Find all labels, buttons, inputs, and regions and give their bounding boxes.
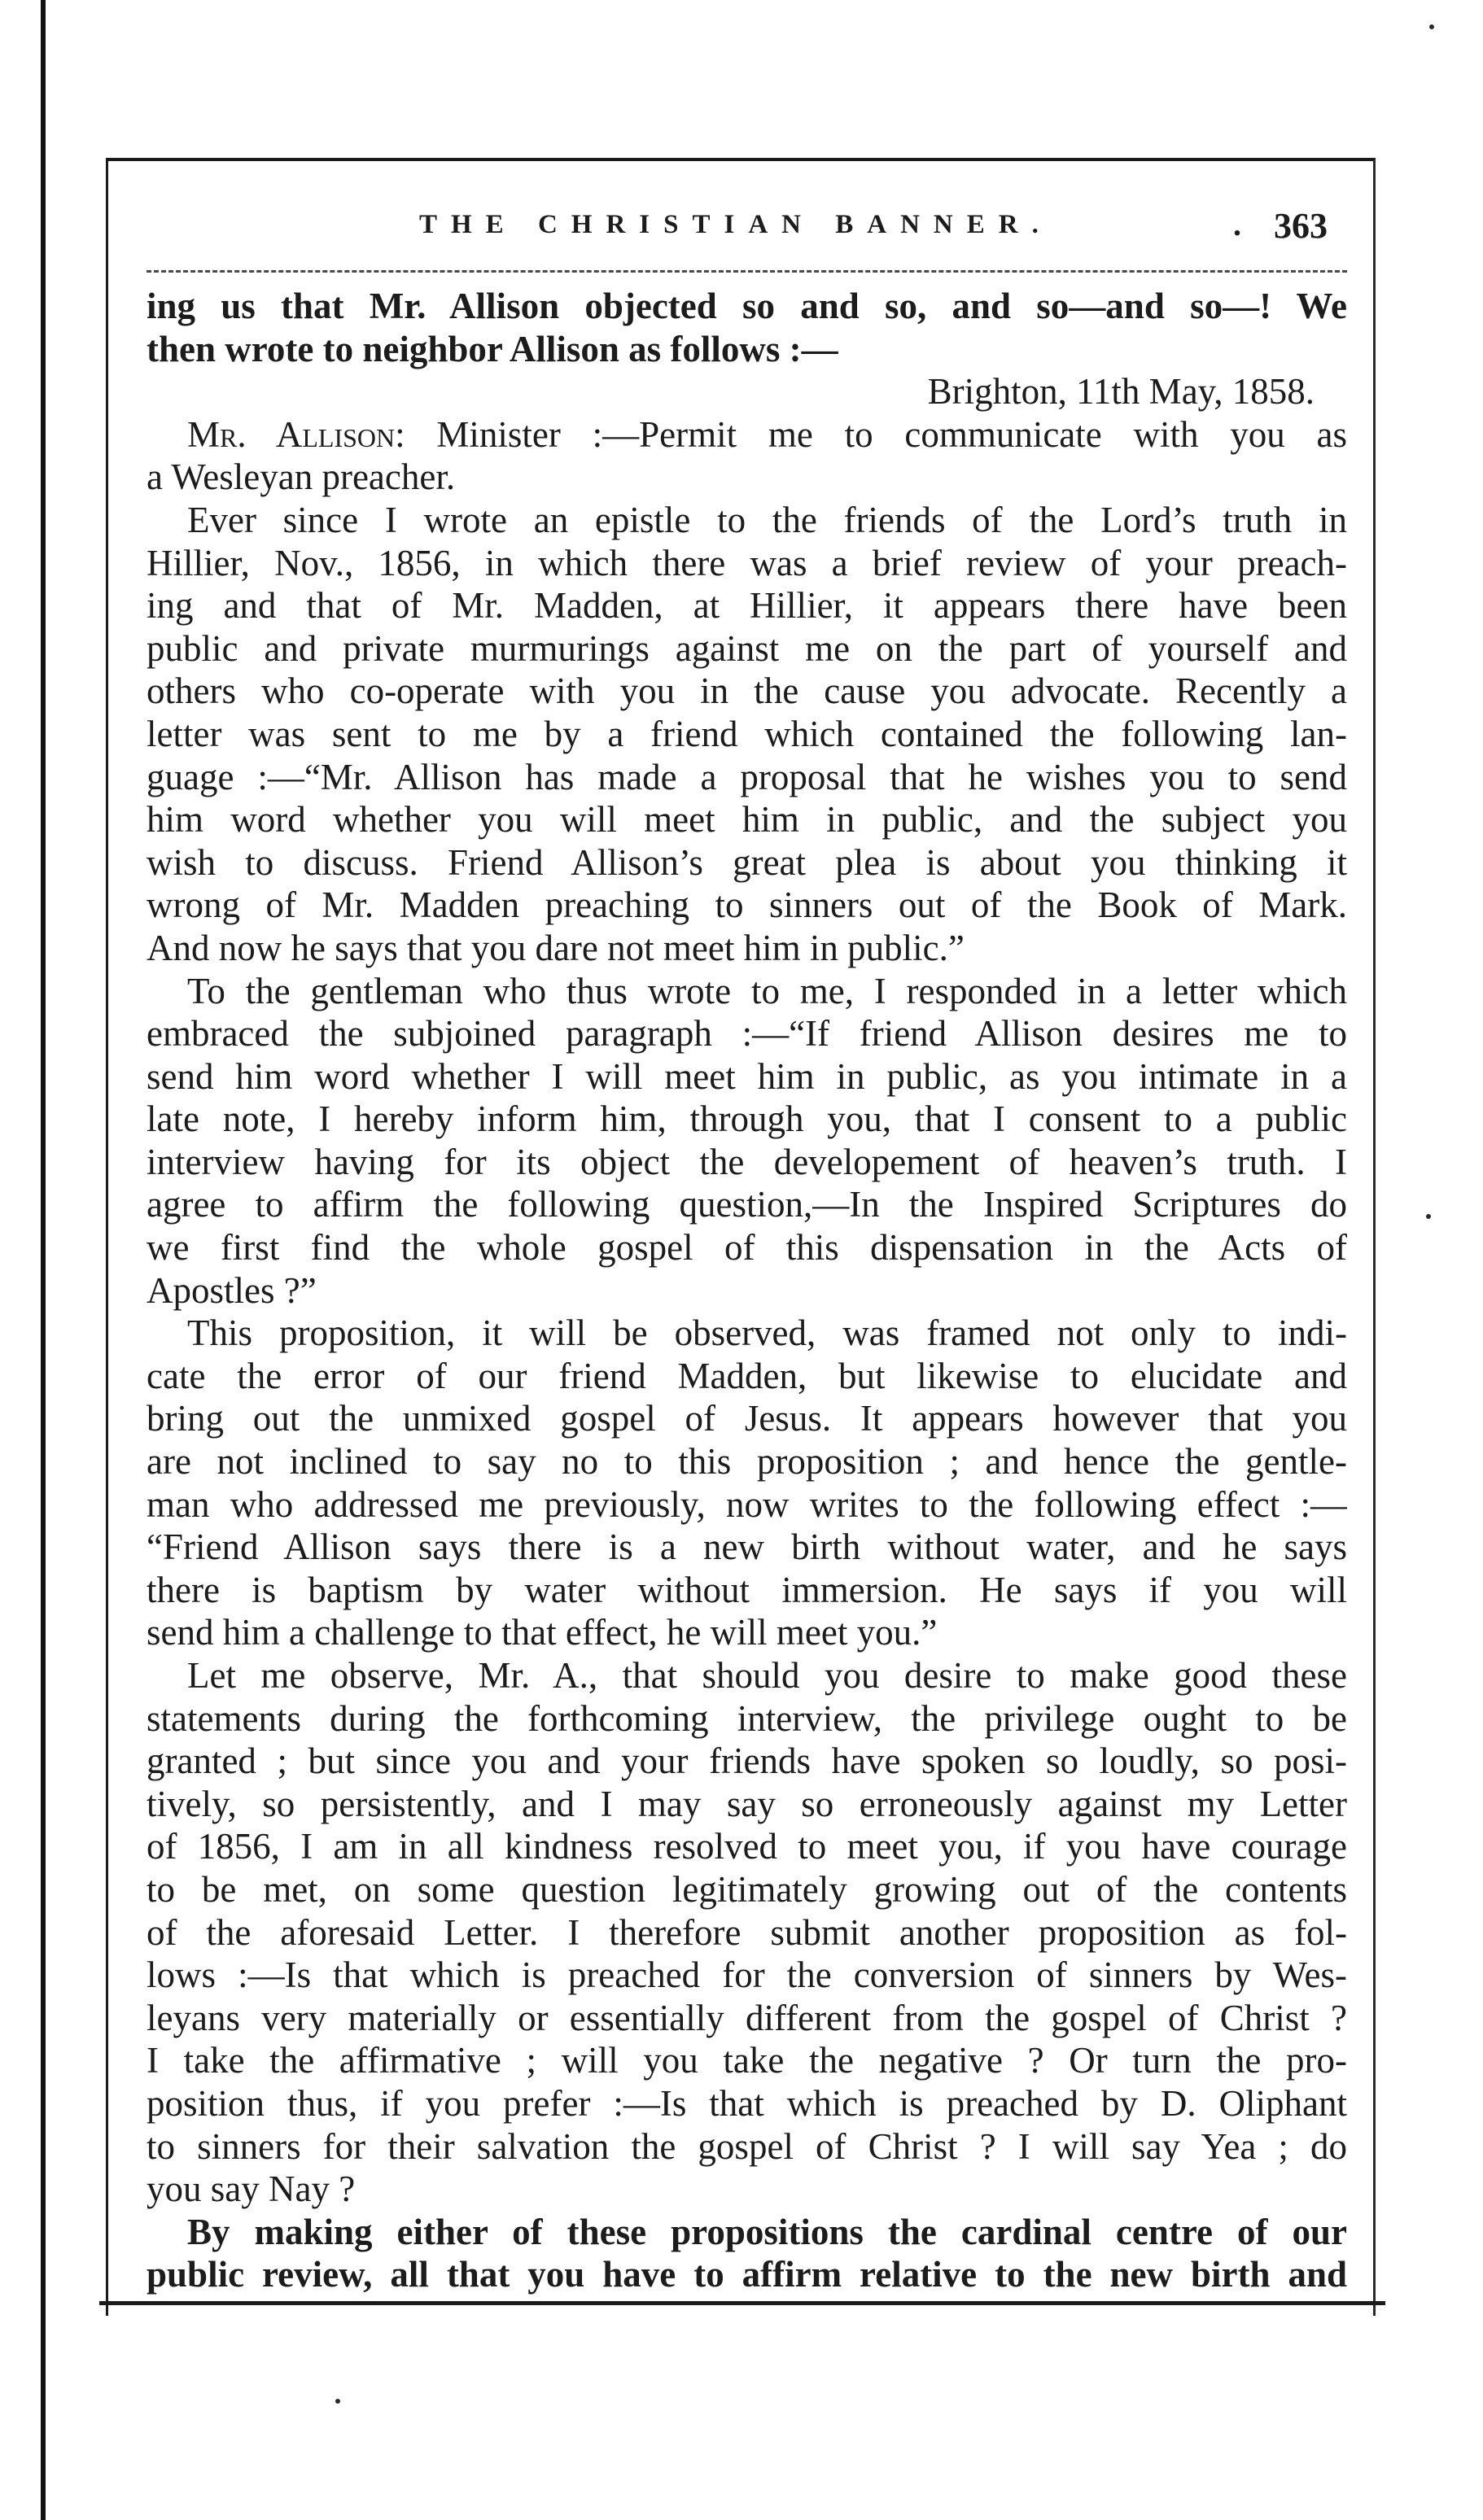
text-line: there is baptism by water without immersion. He says if you will <box>147 1569 1347 1610</box>
text-line: of the aforesaid Letter. I therefore submit another proposition as fol- <box>147 1911 1347 1953</box>
text-line: send him word whether I will meet him in public, as you intimate in a <box>147 1055 1347 1097</box>
text-line: ing and that of Mr. Madden, at Hillier, it appears there have been <box>147 585 1347 627</box>
ink-speck <box>1426 1214 1431 1219</box>
text-line: granted ; but since you and your friends have spoken so loudly, so posi- <box>147 1740 1347 1782</box>
ink-speck <box>335 2399 340 2404</box>
text-line: bring out the unmixed gospel of Jesus. It appears however that you <box>147 1398 1347 1439</box>
page-number: 363 <box>1274 206 1328 246</box>
header-dot: . <box>1233 206 1241 242</box>
ink-speck <box>1429 24 1434 29</box>
text-line: send him a challenge to that effect, he will meet you.” <box>147 1612 938 1653</box>
text-line: of 1856, I am in all kindness resolved to meet you, if you have courage <box>147 1826 1347 1867</box>
text-line: This proposition, it will be observed, was framed not only to indi- <box>187 1312 1347 1354</box>
text-line: Apostles ?” <box>147 1269 317 1311</box>
text-line: letter was sent to me by a friend which contained the following lan- <box>147 713 1347 754</box>
text-line: guage :—“Mr. Allison has made a proposal that he wishes you to send <box>147 756 1347 797</box>
salutation-name: Mr. Allison <box>187 413 396 455</box>
text-line: late note, I hereby inform him, through you, that I consent to a public <box>147 1098 1347 1140</box>
text-line: I take the affirmative ; will you take the negative ? Or turn the pro- <box>147 2040 1347 2081</box>
text-line: agree to affirm the following question,—In the Inspired Scriptures do <box>147 1184 1347 1225</box>
text-line: “Friend Allison says there is a new birth without water, and he says <box>147 1526 1347 1568</box>
page-header <box>147 205 1351 254</box>
text-line: tively, so persistently, and I may say so erroneously against my Letter <box>147 1783 1347 1824</box>
text-line: others who co-operate with you in the cause you advocate. Recently a <box>147 670 1347 712</box>
text-line: leyans very materially or essentially different from the gospel of Christ ? <box>147 1997 1347 2038</box>
text-line: public and private murmurings against me on the part of yourself and <box>147 627 1347 669</box>
text-line: statements during the forthcoming interview, the privilege ought to be <box>147 1697 1347 1739</box>
text-line: wrong of Mr. Madden preaching to sinners out of the Book of Mark. <box>147 884 1347 926</box>
salutation-rest: : Minister :—Permit me to communicate with you as <box>395 413 1347 455</box>
text-line: interview having for its object the developement of heaven’s truth. I <box>147 1141 1347 1182</box>
text-line: ing us that Mr. Allison objected so and so, and so—and so—! We <box>147 286 1347 326</box>
left-margin-rule <box>41 0 46 2520</box>
text-line: position thus, if you prefer :—Is that which is preached by D. Oliphant <box>147 2082 1347 2124</box>
dateline: Brighton, 11th May, 1858. <box>927 371 1315 413</box>
text-line: Ever since I wrote an epistle to the friends of the Lord’s truth in <box>187 499 1347 540</box>
text-line: then wrote to neighbor Allison as follows :— <box>147 328 838 369</box>
text-line: lows :—Is that which is preached for the conversion of sinners by Wes- <box>147 1954 1347 1996</box>
text-line: a Wesleyan preacher. <box>147 456 456 498</box>
text-line: By making either of these propositions the cardinal centre of our <box>187 2211 1347 2252</box>
running-title: THE CHRISTIAN BANNER. <box>419 210 1052 239</box>
text-line: public review, all that you have to affirm relative to the new birth and <box>147 2254 1347 2295</box>
text-line: you say Nay ? <box>147 2168 356 2210</box>
text-line: we first find the whole gospel of this dispensation in the Acts of <box>147 1227 1347 1269</box>
text-line: to be met, on some question legitimately growing out of the contents <box>147 1868 1347 1910</box>
text-line: Let me observe, Mr. A., that should you desire to make good these <box>187 1655 1347 1696</box>
text-line: And now he says that you dare not meet him in public.” <box>147 927 965 968</box>
text-line: embraced the subjoined paragraph :—“If friend Allison desires me to <box>147 1013 1347 1055</box>
text-line: man who addressed me previously, now writes to the following effect :— <box>147 1483 1347 1525</box>
header-rule <box>147 270 1347 273</box>
salutation-line <box>147 413 1347 456</box>
text-line: Hillier, Nov., 1856, in which there was a brief review of your preach- <box>147 542 1347 583</box>
body-text <box>147 285 1347 2296</box>
text-line: cate the error of our friend Madden, but likewise to elucidate and <box>147 1355 1347 1396</box>
bottom-frame-rule <box>99 2301 1385 2305</box>
text-line: him word whether you will meet him in public, and the subject you <box>147 799 1347 841</box>
text-line: wish to discuss. Friend Allison’s great plea is about you thinking it <box>147 841 1347 883</box>
text-line: to sinners for their salvation the gospel of Christ ? I will say Yea ; do <box>147 2125 1347 2167</box>
text-line: are not inclined to say no to this proposition ; and hence the gentle- <box>147 1441 1347 1483</box>
text-line: To the gentleman who thus wrote to me, I responded in a letter which <box>187 970 1347 1011</box>
